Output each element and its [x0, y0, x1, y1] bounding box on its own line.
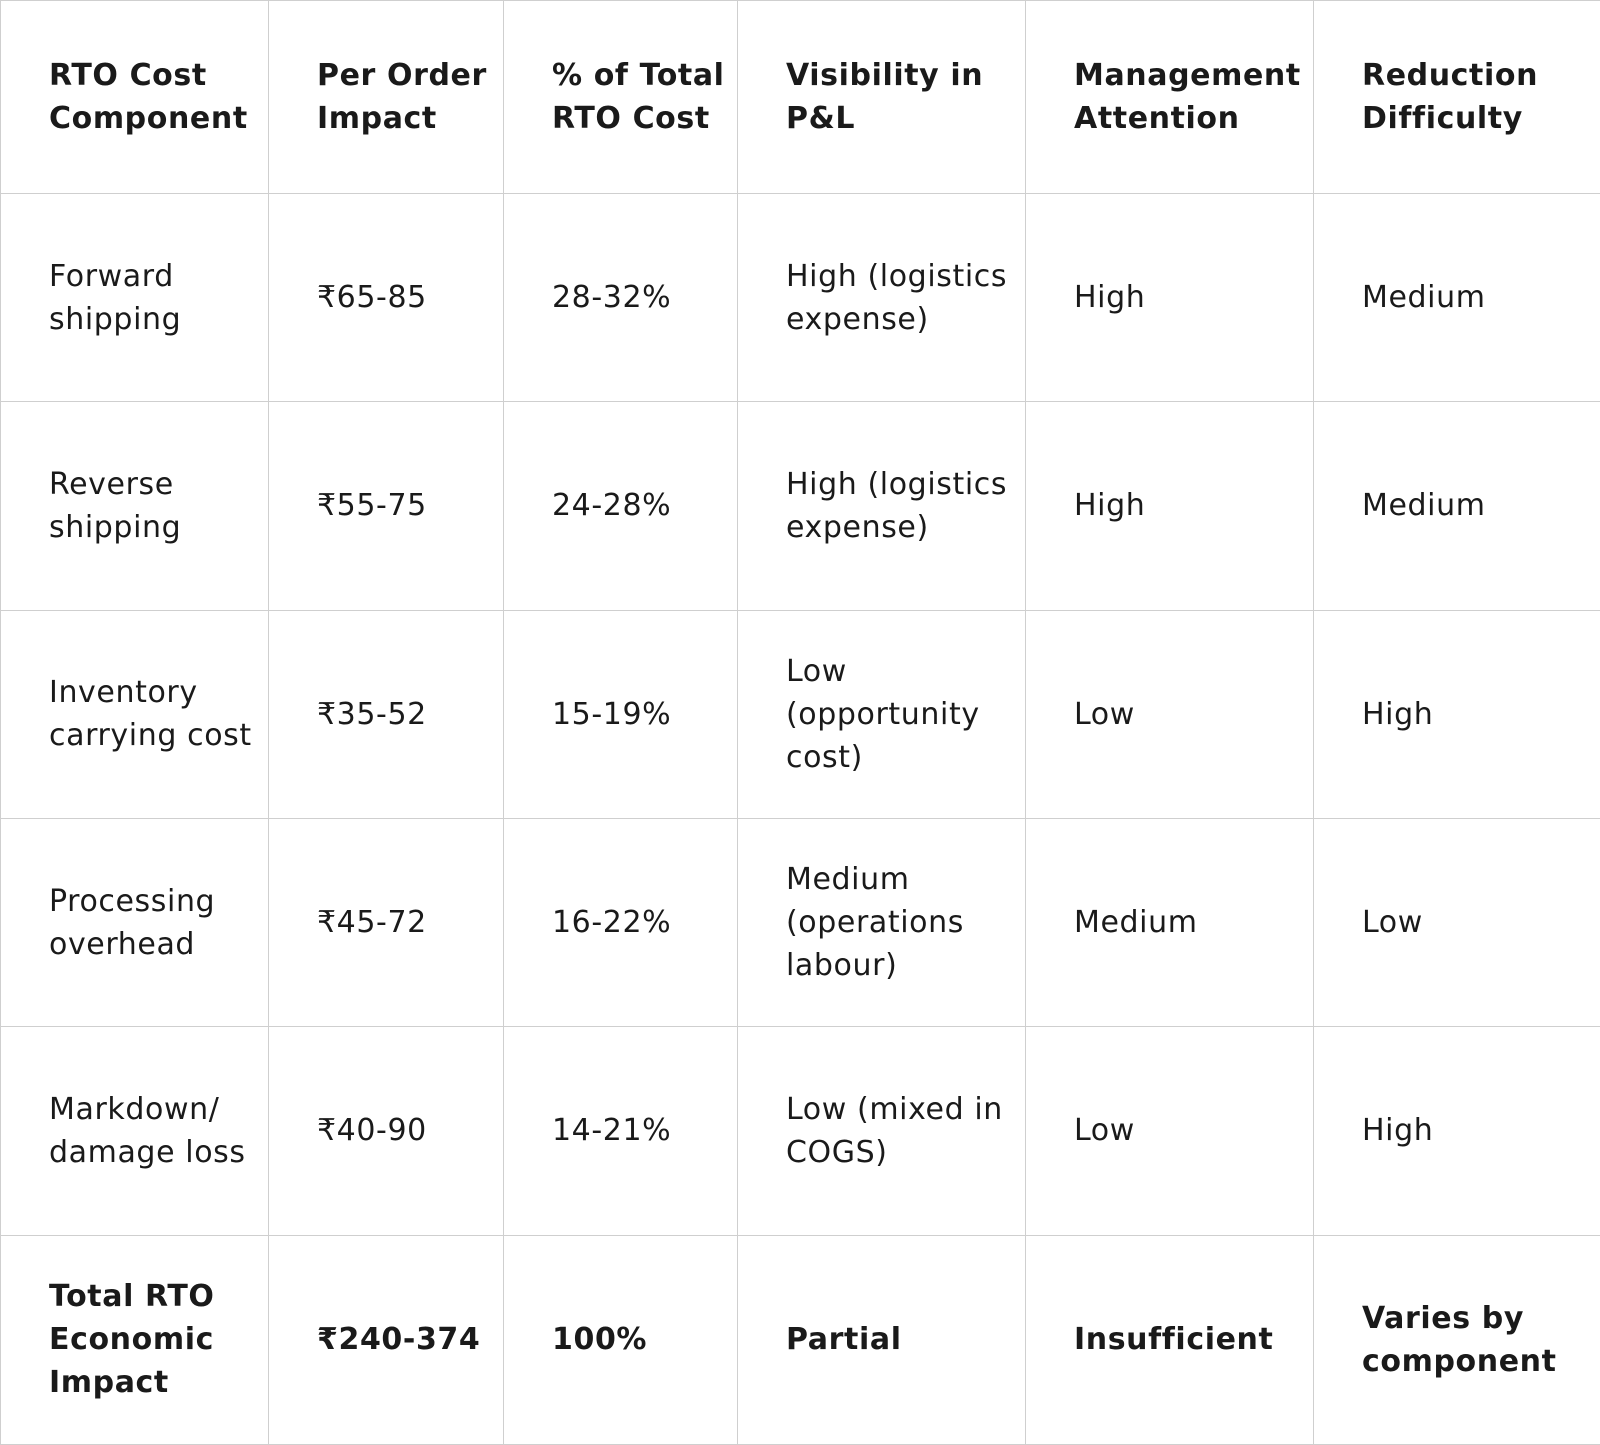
cell-percent-total: 14-21% [504, 1027, 738, 1235]
header-cost-component: RTO Cost Component [1, 1, 269, 194]
cell-percent-total: 15-19% [504, 610, 738, 818]
total-management-attention: Insufficient [1026, 1235, 1314, 1444]
cell-percent-total: 28-32% [504, 194, 738, 402]
cell-percent-total: 16-22% [504, 818, 738, 1026]
total-percent: 100% [504, 1235, 738, 1444]
cell-visibility: Low (opportunity cost) [738, 610, 1026, 818]
header-per-order-impact: Per Order Impact [269, 1, 504, 194]
cell-per-order-impact: ₹55-75 [269, 402, 504, 610]
cell-visibility: High (logistics expense) [738, 402, 1026, 610]
cell-per-order-impact: ₹45-72 [269, 818, 504, 1026]
cell-reduction-difficulty: Medium [1314, 194, 1600, 402]
cell-component: Markdown/ damage loss [1, 1027, 269, 1235]
table-row [1, 194, 1600, 402]
cell-component: Reverse shipping [1, 402, 269, 610]
header-visibility: Visibility in P&L [738, 1, 1026, 194]
cell-management-attention: Low [1026, 1027, 1314, 1235]
table-row [1, 402, 1600, 610]
cell-management-attention: High [1026, 402, 1314, 610]
table-total-row [1, 1235, 1600, 1444]
cell-per-order-impact: ₹65-85 [269, 194, 504, 402]
cell-reduction-difficulty: High [1314, 1027, 1600, 1235]
cell-component: Inventory carrying cost [1, 610, 269, 818]
total-visibility: Partial [738, 1235, 1026, 1444]
cell-per-order-impact: ₹35-52 [269, 610, 504, 818]
table-row [1, 1027, 1600, 1235]
table-row [1, 818, 1600, 1026]
total-reduction-difficulty: Varies by component [1314, 1235, 1600, 1444]
cell-visibility: Medium (operations labour) [738, 818, 1026, 1026]
cell-visibility: Low (mixed in COGS) [738, 1027, 1026, 1235]
cell-visibility: High (logistics expense) [738, 194, 1026, 402]
cell-per-order-impact: ₹40-90 [269, 1027, 504, 1235]
header-reduction-difficulty: Reduction Difficulty [1314, 1, 1600, 194]
table-row [1, 610, 1600, 818]
header-percent-total: % of Total RTO Cost [504, 1, 738, 194]
cell-reduction-difficulty: High [1314, 610, 1600, 818]
cell-reduction-difficulty: Medium [1314, 402, 1600, 610]
total-label: Total RTO Economic Impact [1, 1235, 269, 1444]
cell-percent-total: 24-28% [504, 402, 738, 610]
cell-reduction-difficulty: Low [1314, 818, 1600, 1026]
cell-management-attention: Low [1026, 610, 1314, 818]
header-management-attention: Management Attention [1026, 1, 1314, 194]
cell-component: Forward shipping [1, 194, 269, 402]
table-header-row [1, 1, 1600, 194]
total-per-order-impact: ₹240-374 [269, 1235, 504, 1444]
cell-management-attention: Medium [1026, 818, 1314, 1026]
cell-management-attention: High [1026, 194, 1314, 402]
cell-component: Processing overhead [1, 818, 269, 1026]
